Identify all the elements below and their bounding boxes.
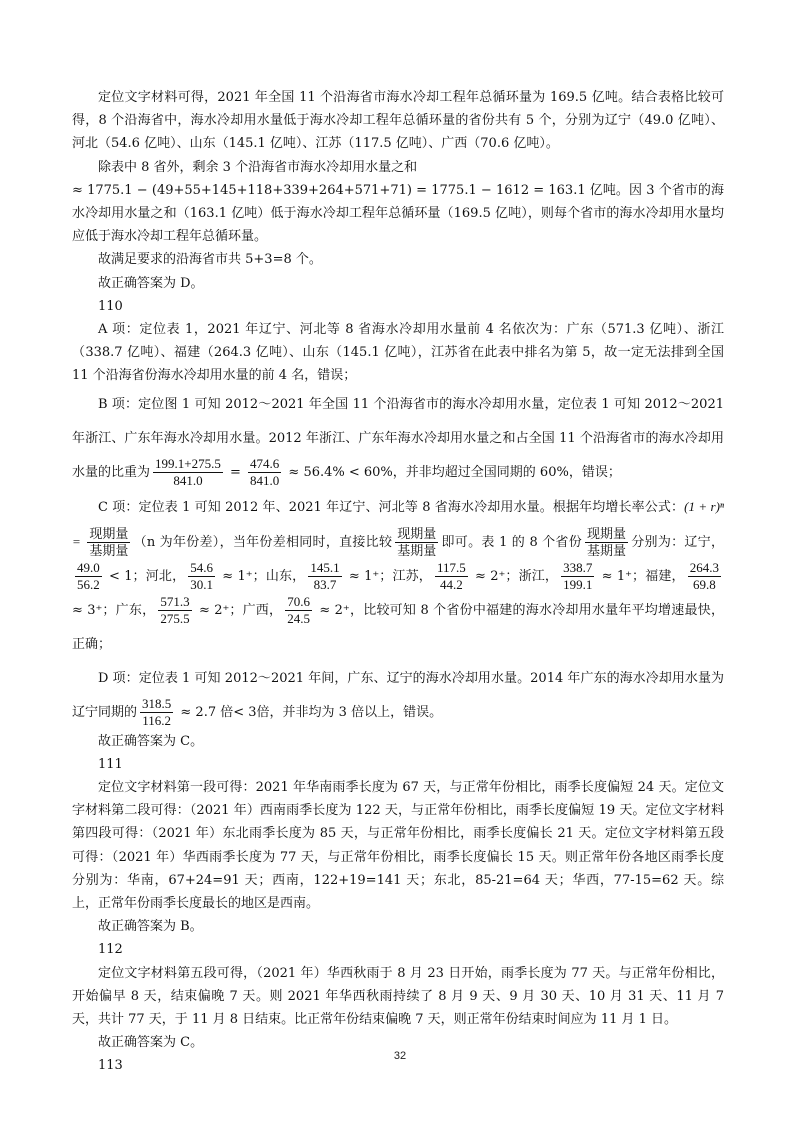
province-result: ≈ 1⁺: [344, 568, 380, 584]
province-fraction: $\frac{338.7}{199.1}$: [563, 559, 593, 592]
page-content: [72, 86, 724, 1078]
option-b-text: B 项：定位图 1 可知 2012～2021 年全国 11 个沿海省市的海水冷却用水量，定位表 1 可知 2012～2021 年浙江、广东年海水冷却用水量。2012 年浙江、广东年海水冷却用水量之和占全国 11 个沿海省市的海水冷却用水量的比重为: [72, 396, 724, 480]
fraction: $\frac{199.1+275.5}{841.0}$: [155, 455, 221, 488]
province-result: ≈ 3⁺: [72, 602, 103, 618]
province-name: 广西，: [242, 602, 283, 618]
option-d: D 项：定位表 1 可知 2012～2021 年间，广东、辽宁的海水冷却用水量。2014 年广东的海水冷却用水量为辽宁同期的 $\frac{318.5}{116.2}$ ≈ 2.7 倍< 3倍，并非均为 3 倍以上，错误。: [72, 670, 724, 728]
separator: ；: [632, 568, 646, 584]
province-fraction: $\frac{145.1}{83.7}$: [310, 559, 340, 592]
province-name: 江苏，: [392, 568, 432, 584]
separator: ；: [102, 602, 116, 618]
separator: ；: [505, 568, 519, 584]
province-name: 福建，: [645, 568, 685, 584]
separator: ；: [252, 568, 266, 584]
province-fraction: $\frac{49.0}{56.2}$: [77, 559, 100, 592]
fraction: $\frac{318.5}{116.2}$: [142, 695, 172, 728]
fraction: $\frac{\text{现期量}}{\text{基期量}}$: [586, 525, 626, 558]
province-result: < 1: [104, 568, 133, 584]
fraction: $\frac{\text{现期量}}{\text{基期量}}$: [89, 525, 129, 558]
province-name: 浙江，: [518, 568, 559, 584]
page-number: 32: [393, 1050, 407, 1062]
province-fraction: $\frac{264.3}{69.8}$: [689, 559, 719, 592]
fraction: $\frac{474.6}{841.0}$: [250, 455, 280, 488]
paragraph: 故正确答案为 C。: [98, 733, 204, 749]
paragraph: 定位文字材料第五段可得，（2021 年）华西秋雨于 8 月 23 日开始，雨季长度为 77 天。与正常年份相比，开始偏早 8 天，结束偏晚 7 天。则 2021 年华西秋雨持续了 8 月 9 天、9 月 30 天、10 月 31 天、11 月 7 天，共计 77 天，于 11 月 8 日结束。比正常年份结束偏晚 7 天，则正常年份结束时间应为 11 月 1 日。: [72, 965, 724, 1028]
province-result: ≈ 2⁺: [194, 602, 230, 618]
paragraph: 故正确答案为 B。: [98, 919, 203, 935]
separator: ；: [379, 568, 393, 584]
option-b: B 项：定位图 1 可知 2012～2021 年全国 11 个沿海省市的海水冷却用水量，定位表 1 可知 2012～2021 年浙江、广东年海水冷却用水量。2012 年浙江、广东年海水冷却用水量之和占全国 11 个沿海省市的海水冷却用水量的比重为 $\frac{199.1+275.5}{841.0}$ = $\frac{474.6}{841.0}$ ≈ 56.4% < 60%，并非均超过全国同期的 60%，错误；: [72, 396, 724, 488]
answer-line: 故正确答案为 D。: [98, 275, 204, 291]
paragraph: 定位文字材料可得，2021 年全国 11 个沿海省市海水冷却工程年总循环量为 169.5 亿吨。结合表格比较可得，8 个沿海省中，海水冷却用水量低于海水冷却工程年总循环量的省份共有 5 个，分别为辽宁（49.0 亿吨）、河北（54.6 亿吨）、山东（145.1 亿吨）、江苏（117.5 亿吨）、广西（70.6 亿吨）。: [72, 90, 724, 152]
option-c: C 项：定位表 1 可知 2012 年、2021 年辽宁、河北等 8 省海水冷却用水量。根据年均增长率公式：(1 + r)ⁿ = $\frac{\text{现期量}}{\text{基期量}}$ （n 为年份差），当年份差相同时，直接比较 $\frac{\text{现期量}}{\text{基期量}}$ 即可。表 1 的 8 个省份 $\frac{\text{现期量}}{\text{基期量}}$ 分别为：辽宁， $\frac{49.0}{56.2}$ < 1；河北， $\frac{54.6}{30.1}$ ≈ 1⁺；山东， $\frac{145.1}{83.7}$ ≈ 1⁺；江苏， $\frac{117.5}{44.2}$ ≈ 2⁺；浙江， $\frac{338.7}{199.1}$ ≈ 1⁺；福建， $\frac{264.3}{69.8}$ ≈ 3⁺；广东， $\frac{571.3}{275.5}$ ≈ 2⁺；广西， $\frac{70.6}{24.5}$ ≈ 2⁺，比较可知 8 个省份中福建的海水冷却用水量年平均增速最快，正确；: [72, 498, 724, 652]
paragraph: ≈ 1775.1 − (49+55+145+118+339+264+571+71) = 1775.1 − 1612 = 163.1 亿吨。因 3 个省市的海水冷却用水量之和（163.1 亿吨）低于海水冷却工程年总循环量（169.5 亿吨），则每个省市的海水冷却用水量均应低于海水冷却工程年总循环量。: [72, 182, 724, 245]
paragraph: 除表中 8 省外，剩余 3 个沿海省市海水冷却用水量之和: [98, 159, 418, 175]
option-a: A 项：定位表 1，2021 年辽宁、河北等 8 省海水冷却用水量前 4 名依次为：广东（571.3 亿吨）、浙江（338.7 亿吨）、福建（264.3 亿吨）、山东（145.1 亿吨），江苏省在此表中排名为第 5，故一定无法排到全国 11 个沿海省份海水冷却用水量的前 4 名，错误；: [72, 322, 724, 384]
province-result: ≈ 1⁺: [218, 568, 253, 584]
province-name: 河北，: [145, 568, 186, 584]
province-result: ≈ 2⁺: [470, 568, 506, 584]
paragraph: 故正确答案为 C。: [98, 1035, 204, 1051]
province-result: ≈ 1⁺: [597, 568, 632, 584]
paragraph: 113: [98, 1058, 123, 1074]
remaining-paragraphs: [72, 730, 724, 1078]
province-fraction: $\frac{117.5}{44.2}$: [436, 559, 466, 592]
paragraph: 111: [98, 756, 123, 772]
province-name: 广东，: [115, 602, 156, 618]
separator: ；: [132, 568, 146, 584]
question-number: 110: [98, 298, 123, 314]
province-fraction: $\frac{571.3}{275.5}$: [160, 593, 190, 626]
province-name: 山东，: [265, 568, 306, 584]
province-result: ≈ 2⁺: [315, 602, 350, 618]
paragraph: 112: [98, 942, 123, 958]
fraction: $\frac{\text{现期量}}{\text{基期量}}$: [397, 525, 437, 558]
paragraph: 故满足要求的沿海省市共 5+3=8 个。: [98, 252, 322, 268]
province-fraction: $\frac{70.6}{24.5}$: [287, 593, 311, 626]
separator: ；: [229, 602, 243, 618]
province-fraction: $\frac{54.6}{30.1}$: [190, 559, 213, 592]
province-name: 辽宁，: [684, 534, 724, 550]
paragraph: 定位文字材料第一段可得：2021 年华南雨季长度为 67 天，与正常年份相比，雨季长度偏短 24 天。定位文字材料第二段可得：（2021 年）西南雨季长度为 122 天，与正常年份相比，雨季长度偏短 19 天。定位文字材料第四段可得：（2021 年）东北雨季长度为 85 天，与正常年份相比，雨季长度偏长 21 天。定位文字材料第五段可得：（2021 年）华西雨季长度为 77 天，与正常年份相比，雨季长度偏长 15 天。则正常年份各地区雨季长度分别为：华南，67+24=91 天；西南，122+19=141 天；东北，85-21=64 天；华西，77-15=62 天。综上，正常年份雨季长度最长的地区是西南。: [72, 780, 724, 912]
